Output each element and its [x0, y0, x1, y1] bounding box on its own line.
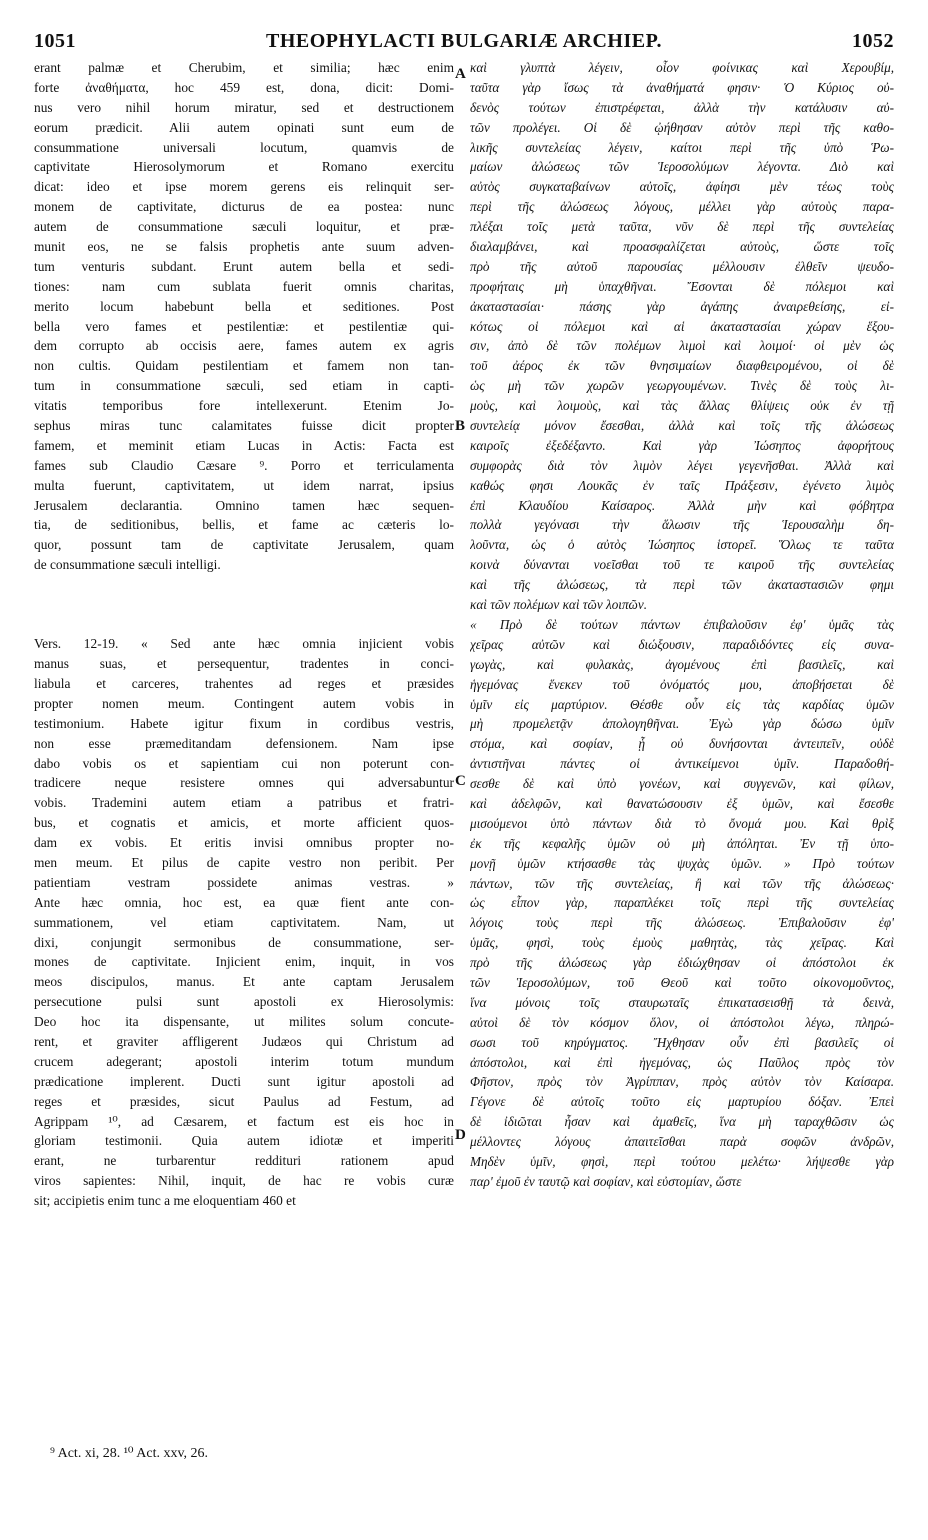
- text-line: ὡς εἶπον γὰρ, παραπλέκει τοῖς περὶ τῆς συντελείας: [470, 895, 894, 911]
- text-line: sit; accipietis enim tunc a me eloquentiam 460 et: [34, 1193, 296, 1209]
- text-line: tiones: nam cum sublata fuerit omnis charitas,: [34, 278, 454, 294]
- text-line: nus vero nihil horum miratur, sed et destructionem: [34, 99, 454, 115]
- text-line: captivitate Hierosolymorum et Romano exercitu: [34, 159, 454, 175]
- text-line: συντελείᾳ μόνον ἔσεσθαι, ἀλλὰ καὶ τοῖς τῆς ἁλώσεως: [470, 418, 894, 434]
- text-line: διαλαμβάνει, καὶ προασφαλίζεται αὐτοὺς, ὥστε τοῖς: [470, 239, 894, 255]
- text-line: σιν, ἀπὸ δὲ τῶν πολέμων λιμοὶ καὶ λοιμοί· οἱ μὲν ὡς: [470, 338, 894, 354]
- latin-column: [34, 58, 454, 1211]
- text-line: ἀπόστολοι, καὶ ἐπὶ ἡγεμόνας, ὡς Παῦλος πρὸς τὸν: [470, 1054, 894, 1070]
- text-line: καιροῖς ἐξεδέξαντο. Καὶ γὰρ Ἰώσηπος ἀφορήτους: [470, 437, 894, 453]
- text-line: γωγὰς, καὶ φυλακὰς, ἀγομένους ἐπὶ βασιλεῖς, καὶ: [470, 656, 894, 672]
- text-line: vobis. Trademini autem etiam a patribus et fratri-: [34, 795, 454, 811]
- section-marker-d: D: [455, 1127, 466, 1143]
- running-title: THEOPHYLACTI BULGARIÆ ARCHIEP.: [266, 30, 662, 52]
- text-line: πλέξαι τοῖς μετὰ ταῦτα, νῦν δὲ περὶ τῆς συντελείας: [470, 219, 894, 235]
- text-line: Φῆστον, πρὸς τὸν Ἀγρίππαν, πρὸς αὐτὸν τὸν Καίσαρα.: [470, 1074, 894, 1090]
- text-line: ἵνα μόνοις τοῖς σταυρωταῖς ἐπικατασεισθῇ τὰ δεινὰ,: [470, 994, 894, 1010]
- text-line: multa fuerunt, captivitatem, ut idem narrat, ipsius: [34, 477, 454, 493]
- text-line: fames sub Claudio Cæsare ⁹. Porro et terriculamenta: [34, 457, 454, 473]
- text-line: summationem, vel etiam captivitatem. Nam, ut: [34, 914, 454, 930]
- text-line: πολλὰ γεγόνασι τὴν ἅλωσιν τῆς Ἱερουσαλὴμ δη-: [470, 517, 894, 533]
- text-line: mones de captivitate. Injicient enim, inquit, in vos: [34, 954, 454, 970]
- text-line: λοῦντα, ὡς ὁ αὐτὸς Ἰώσηπος ἱστορεῖ. Ὅλως τε ταῦτα: [470, 537, 894, 553]
- section-marker-c: C: [455, 773, 466, 789]
- text-line: συμφορὰς διὰ τὸν λιμὸν λέγει γεγενῆσθαι. Ἀλλὰ καὶ: [470, 457, 894, 473]
- text-line: Γέγονε δὲ αὐτοῖς τοῦτο εἰς μαρτυρίου δόξαν. Ἐπεὶ: [470, 1094, 894, 1110]
- text-line: munit eos, ne se falsis prophetis ante suum adven-: [34, 239, 454, 255]
- text-line: dabo vobis os et sapientiam cui non poterunt con-: [34, 755, 454, 771]
- text-line: liabula et carceres, trahentes ad reges et præsides: [34, 675, 454, 691]
- text-line: αὐτὸς συγκαταβαίνων αὐτοῖς, ἀφίησι μὲν τέως τοὺς: [470, 179, 894, 195]
- text-line: μονῇ ὑμῶν κτήσασθε τὰς ψυχὰς ὑμῶν. » Πρὸ τούτων: [470, 855, 894, 871]
- text-line: bus, et cognatis et amicis, et morte afficient quos-: [34, 815, 454, 831]
- text-line: dicat: ideo et ipse morem gerens eis relinquit ser-: [34, 179, 454, 195]
- text-line: dixi, conjungit sermonibus de consummatione, ser-: [34, 934, 454, 950]
- text-line: δενὸς τούτων ἐπιστρέφεται, ἀλλὰ τὴν κατάλυσιν αὐ-: [470, 99, 894, 115]
- text-line: « Πρὸ δὲ τούτων πάντων ἐπιβαλοῦσιν ἐφ' ὑμᾶς τὰς: [470, 616, 894, 632]
- footnotes: ⁹ Act. xi, 28. ¹⁰ Act. xxv, 26.: [50, 1446, 209, 1461]
- page-number-right: 1052: [852, 30, 894, 52]
- text-line: δὲ ἰδιῶται ἦσαν καὶ ἀμαθεῖς, ἵνα μὴ ταραχθῶσιν ὡς: [470, 1114, 894, 1130]
- text-line: autem de consummatione sæculi loquitur, et præ-: [34, 219, 454, 235]
- text-line: πρὸ τῆς ἁλώσεως γὰρ ἐδιώχθησαν οἱ ἀπόστολοι ἐκ: [470, 955, 894, 971]
- text-line: τῶν Ἱεροσολύμων, τοῦ Θεοῦ καὶ τοῦτο οἰκονομοῦντος,: [470, 974, 894, 990]
- text-line: sephus miras tunc calamitates fuisse dicit propter: [34, 418, 454, 434]
- text-line: Agrippam ¹⁰, ad Cæsarem, et factum est eis hoc in: [34, 1113, 454, 1129]
- text-line: μέλλοντες λόγους ἀπαιτεῖσθαι παρὰ σοφῶν ἀνδρῶν,: [470, 1134, 894, 1150]
- text-line: κότως οἱ πόλεμοι καὶ αἱ ἀκαταστασίαι χώραν ἕξου-: [470, 318, 894, 334]
- text-line: ἐπὶ Κλαυδίου Καίσαρος. Ἀλλὰ μὴν καὶ φόβητρα: [470, 497, 894, 513]
- text-line: tradicere neque resistere omnes qui adversabuntur: [34, 775, 454, 791]
- page-header: [34, 30, 894, 56]
- text-line: χεῖρας αὐτῶν καὶ διώξουσιν, παραδιδόντες εἰς συνα-: [470, 636, 894, 652]
- text-line: καὶ ἀδελφῶν, καὶ θανατώσουσιν ἐξ ὑμῶν, καὶ ἔσεσθε: [470, 795, 894, 811]
- text-line: καθώς φησι Λουκᾶς ἐν ταῖς Πράξεσιν, ἐγένετο λιμὸς: [470, 477, 894, 493]
- text-line: ἀντιστῆναι πάντες οἱ ἀντικείμενοι ὑμῖν. Παραδοθή-: [470, 756, 894, 772]
- text-line: ἐκ τῆς κεφαλῆς ὑμῶν οὐ μὴ ἀπόληται. Ἐν τῇ ὑπο-: [470, 835, 894, 851]
- text-line: patientiam vestram possidete animas vestras. »: [34, 874, 454, 890]
- text-line: ὑμᾶς, φησὶ, τοὺς ἐμοὺς μαθητὰς, τὰς χεῖρας. Καὶ: [470, 935, 894, 951]
- text-line: gloriam testimonii. Quia autem idiotæ et imperiti: [34, 1133, 454, 1149]
- text-line: μαίων ἁλώσεως τῶν Ἱεροσολύμων λέγοντα. Διὸ καὶ: [470, 159, 894, 175]
- text-line: consummatione universali locutum, quamvis de: [34, 139, 454, 155]
- text-line: τῶν προλέγει. Οἱ δὲ ᾠήθησαν αὐτὸν περὶ τῆς καθο-: [470, 119, 894, 135]
- text-line: persecutione pulsi sunt apostoli ex Hierosolymis:: [34, 994, 454, 1010]
- text-line: testimonium. Habete igitur fixum in cordibus vestris,: [34, 715, 454, 731]
- text-line: ἀκαταστασίαι· πάσης γὰρ ἀγάπης ἀναιρεθείσης, εἰ-: [470, 298, 894, 314]
- text-line: dem corrupto ab occisis aere, fames autem ex agris: [34, 338, 454, 354]
- text-line: ἡγεμόνας ἕνεκεν τοῦ ὀνόματός μου, ἀποβήσεται δὲ: [470, 676, 894, 692]
- text-line: tum venturis subdant. Erunt autem bella et sedi-: [34, 258, 454, 274]
- text-line: prædicatione implerent. Ducti sunt igitur apostoli ad: [34, 1073, 454, 1089]
- text-line: meos discipulos, manus. Et ante captam Jerusalem: [34, 974, 454, 990]
- text-line: men meum. Et pilus de capite vestro non peribit. Per: [34, 854, 454, 870]
- text-line: famem, et meminit etiam Lucas in Actis: Facta est: [34, 437, 454, 453]
- text-line: πρὸ τῆς αὐτοῦ παρουσίας μέλλουσιν ἐλθεῖν ψευδο-: [470, 258, 894, 274]
- text-line: καὶ γλυπτὰ λέγειν, οἷον φοίνικας καὶ Χερουβίμ,: [470, 60, 894, 75]
- text-line: reges et præsides, sicut Paulus ad Festum, ad: [34, 1093, 454, 1109]
- text-line: καὶ τῆς ἁλώσεως, τὰ περὶ τῶν ἀκαταστασιῶν φημι: [470, 577, 894, 593]
- text-line: πάντων, τῶν τῆς συντελείας, ἢ καὶ τῶν τῆς ἁλώσεως·: [470, 875, 894, 891]
- text-line: ταῦτα γὰρ ἴσως τὰ ἀναθήματά φησιν· Ὁ Κύριος οὐ-: [470, 79, 894, 95]
- text-line: αὐτοὶ δὲ τὸν κόσμον ὅλον, οἱ ἀπόστολοι λέγω, πληρώ-: [470, 1014, 894, 1030]
- text-line: erant, ne turbarentur reddituri rationem apud: [34, 1153, 454, 1169]
- text-line: σωσι τοῦ κηρύγματος. Ἤχθησαν οὖν ἐπὶ βασιλεῖς οἱ: [470, 1034, 894, 1050]
- section-marker-a: A: [455, 66, 466, 82]
- text-line: τοῦ ἀέρος ἐκ τῶν θνησιμαίων διαφθειρομένου, οἱ δὲ: [470, 358, 894, 374]
- paragraph-gap: [34, 575, 454, 634]
- text-line: λόγοις τοὺς περὶ τῆς ἁλώσεως. Ἐπιβαλοῦσιν ἐφ': [470, 915, 894, 931]
- text-line: non esse præmeditandam defensionem. Nam ipse: [34, 735, 454, 751]
- text-line: de consummatione sæculi intelligi.: [34, 557, 221, 573]
- text-line: non cultis. Quidam pestilentiam et famem non tan-: [34, 358, 454, 374]
- text-line: monem de captivitate, dicturus de ea postea: nunc: [34, 199, 454, 215]
- text-line: dam ex vobis. Et eritis invisi omnibus propter no-: [34, 835, 454, 851]
- text-line: erant palmæ et Cherubim, et similia; hæc enim: [34, 60, 454, 75]
- page-number-left: 1051: [34, 30, 76, 52]
- text-line: παρ' ἐμοῦ ἐν ταυτῷ καὶ σοφίαν, καὶ εὐστομίαν, ὥστε: [470, 1173, 742, 1189]
- text-line: tum in consummatione sæculi, sed etiam in capti-: [34, 378, 454, 394]
- text-line: Deo hoc ita dispensante, ut milites solum concute-: [34, 1014, 454, 1030]
- text-line: vitatis temporibus fore intellexerunt. Etenim Jo-: [34, 398, 454, 414]
- text-line: Μηδὲν ὑμῖν, φησὶ, περὶ τούτου μελέτω· λήψεσθε γὰρ: [470, 1153, 894, 1169]
- text-line: viros sapientes: Nihil, inquit, de hac re vobis curæ: [34, 1173, 454, 1189]
- text-line: προφήταις μὴ ὑπαχθῆναι. Ἔσονται δὲ πόλεμοι καὶ: [470, 278, 894, 294]
- text-line: λικῆς συντελείας λέγειν, καίτοι περὶ τῆς ὑπὸ Ῥω-: [470, 139, 894, 155]
- text-line: Vers. 12-19. « Sed ante hæc omnia injicient vobis: [34, 636, 454, 652]
- section-marker-b: B: [455, 418, 466, 434]
- text-line: tia, de seditionibus, bellis, et fame ac cæteris lo-: [34, 517, 454, 533]
- text-line: propter nomen meum. Contingent autem vobis in: [34, 695, 454, 711]
- text-line: rent, et graviter affligerent Judæos qui Christum ad: [34, 1033, 454, 1049]
- text-line: καὶ τῶν πολέμων καὶ τῶν λοιπῶν.: [470, 597, 648, 613]
- text-line: Ante hæc omnia, hoc est, ea quæ fient ante con-: [34, 894, 454, 910]
- greek-column: [470, 58, 894, 1192]
- text-line: κοινὰ δύνανται νοεῖσθαι τοῦ τε καιροῦ τῆς συντελείας: [470, 557, 894, 573]
- text-line: μισούμενοι ὑπὸ πάντων διὰ τὸ ὄνομά μου. Καὶ θρὶξ: [470, 815, 894, 831]
- text-line: μὴ προμελετᾷν ἀπολογηθῆναι. Ἐγὼ γὰρ δώσω ὑμῖν: [470, 716, 894, 732]
- text-line: bella vero fames et pestilentiæ: et pestilentiæ qui-: [34, 318, 454, 334]
- text-line: ὡς μὴ τῶν χωρῶν γεωργουμένων. Τινὲς δὲ τοὺς λι-: [470, 378, 894, 394]
- text-line: manus suas, et persequentur, tradentes in conci-: [34, 656, 454, 672]
- text-line: περὶ τῆς ἁλώσεως λόγους, μέλλει γὰρ αὐτοὺς παρα-: [470, 199, 894, 215]
- text-line: στόμα, καὶ σοφίαν, ᾗ οὐ δυνήσονται ἀντειπεῖν, οὐδὲ: [470, 736, 894, 752]
- text-line: crucem adegerant; apostoli interim totum mundum: [34, 1053, 454, 1069]
- text-line: Jerusalem declarantia. Omnino tamen hæc sequen-: [34, 497, 454, 513]
- text-line: forte ἀναθήματα, hoc 459 est, dona, dicit: Domi-: [34, 79, 454, 95]
- text-line: quor, possunt tam de captivitate Jerusalem, quam: [34, 537, 454, 553]
- text-line: merito locum habebunt bella et seditiones. Post: [34, 298, 454, 314]
- text-line: μοὺς, καὶ λοιμοὺς, καὶ τὰς ἄλλας θλίψεις οὐκ ἐν τῇ: [470, 398, 894, 414]
- text-line: eorum prædicit. Alii autem opinati sunt eum de: [34, 119, 454, 135]
- text-line: ὑμῖν εἰς μαρτύριον. Θέσθε οὖν εἰς τὰς καρδίας ὑμῶν: [470, 696, 894, 712]
- text-line: σεσθε δὲ καὶ ὑπὸ γονέων, καὶ συγγενῶν, καὶ φίλων,: [470, 776, 894, 792]
